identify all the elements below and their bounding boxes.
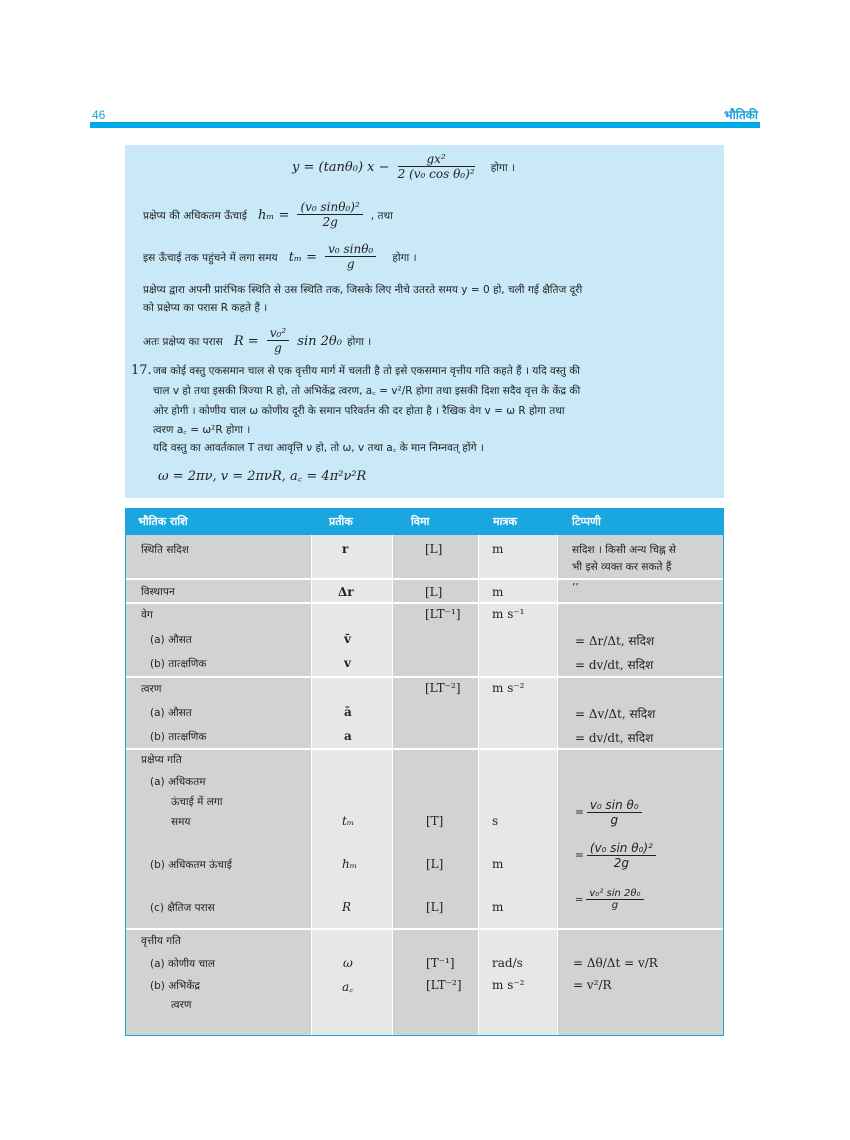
summary-table: भौतिक राशि प्रतीक विमा मात्रक टिप्पणी स्थिति सदिश r [L] m सदिश । किसी अन्य चिह्न से भी इसे व्यक्त कर सकते हैं विस्थापन Δr [L] m ’’ वेग [LT⁻¹] m s⁻¹ (a) औसत v̄ = Δr/Δt, सदिश (b) तात्क्षणिक v = dv/dt, सदिश त्वरण [LT⁻²] m s⁻² (a) औसत ā = Δv/Δt, सदिश (b) तात्क्षणिक a = dv/dt, सदिश प्रक्षेप्य गति (a) अधिकतम ऊंचाई में लगा समय tₘ [T] s = $\frac{\text{v₀ sin θ₀}}{g}$ (b) अधिकतम ऊंचाई hₘ [L] m = $\frac{\text{(v₀ sin θ₀)²}}{2g}$ (c) क्षैतिज परास R [L] m = $\frac{\text{v₀² sin 2θ₀}}{g}$ वृत्तीय गति (a) कोणीय चाल ω [T⁻¹] rad/s = Δθ/Δt = v/R (b) अभिकेंद्र त्वरण a꜀ [LT⁻²] m s⁻² = v²/R: [125, 508, 724, 1036]
header-quantity: भौतिक राशि: [138, 515, 188, 528]
header-dimension: विमा: [411, 515, 430, 528]
page-number: 46: [92, 108, 106, 122]
p17-line: त्वरण a꜀ = ω²R होगा ।: [153, 424, 251, 436]
trajectory-equation: y = (tanθ₀) x − $\frac{\text{gx²}}{\text{2 (v₀ cos θ₀)²}}$ होगा ।: [292, 152, 515, 181]
time-to-max-height-line: इस ऊँचाई तक पहुंचने में लगा समय tₘ = $\frac{\text{v₀ sinθ₀}}{g}$ होगा ।: [143, 242, 417, 271]
header-unit: मात्रक: [493, 515, 517, 528]
p17-line: यदि वस्तु का आवर्तकाल T तथा आवृत्ति ν हो, तो ω, v तथा a꜀ के मान निम्नवत् होंगे ।: [153, 442, 484, 454]
header-remark: टिप्पणी: [572, 515, 601, 528]
p17-line: जब कोई वस्तु एकसमान चाल से एक वृत्तीय मार्ग में चलती है तो इसे एकसमान वृत्तीय गति कहते हैं । यदि वस्तु की: [153, 365, 581, 377]
range-definition-line-1: प्रक्षेप्य द्वारा अपनी प्रारंभिक स्थिति से उस स्थिति तक, जिसके लिए नीचे उतरते समय y = 0 हो, चली गई क्षैतिज दूरी: [143, 284, 583, 296]
table-header: [126, 508, 723, 535]
max-height-line: प्रक्षेप्य की अधिकतम ऊँचाई hₘ = $\frac{\text{(v₀ sinθ₀)²}}{2g}$ , तथा: [143, 200, 393, 229]
header-symbol: प्रतीक: [329, 515, 353, 528]
header-rule: [90, 122, 760, 128]
range-equation-line: अतः प्रक्षेप्य का परास R = $\frac{\text{v₀²}}{g}$ sin 2θ₀ होगा ।: [143, 326, 372, 355]
circular-motion-equations: ω = 2πν, v = 2πνR, a꜀ = 4π²ν²R: [158, 469, 367, 484]
point-number: 17.: [131, 363, 152, 378]
book-title: भौतिकी: [724, 108, 758, 122]
range-definition-line-2: को प्रक्षेप्य का परास R कहते हैं ।: [143, 302, 268, 314]
p17-line: ओर होगी । कोणीय चाल ω कोणीय दूरी के समान परिवर्तन की दर होता है । रैखिक वेग v = ω R होगा तथा: [153, 405, 565, 417]
p17-line: चाल v हो तथा इसकी त्रिज्या R हो, तो अभिकेंद्र त्वरण, a꜀ = v²/R होगा तथा इसकी दिशा सदैव वृत्त के केंद्र की: [153, 385, 581, 397]
